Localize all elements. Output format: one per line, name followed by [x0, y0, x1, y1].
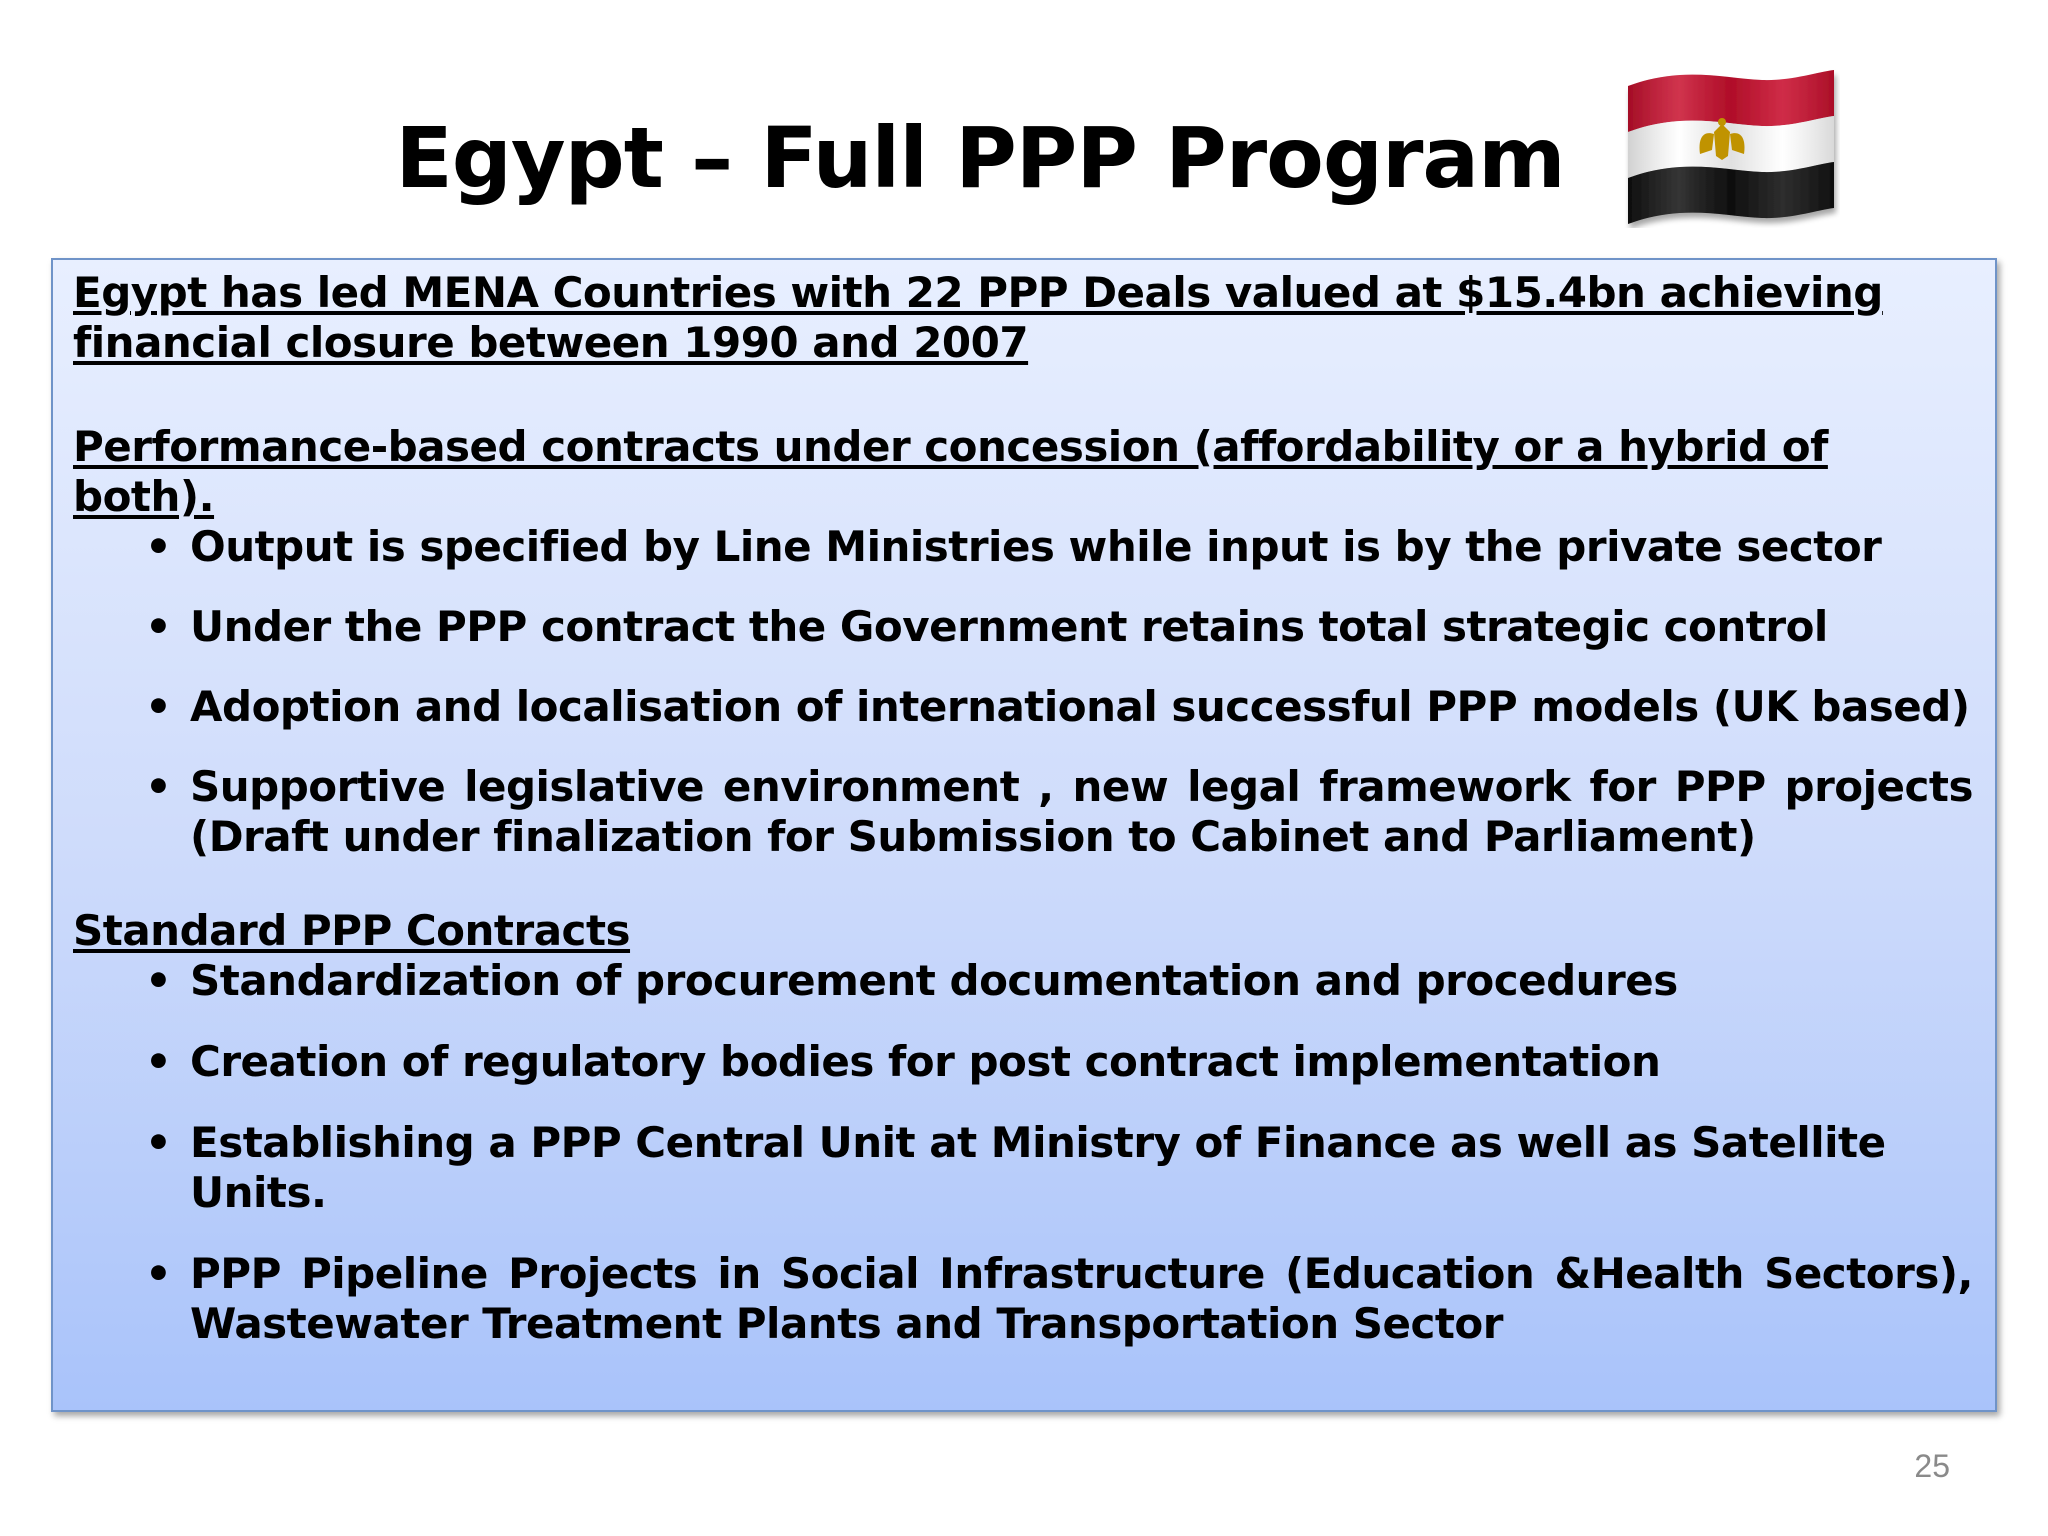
list-item-text: Output is specified by Line Ministries while input is by the private sector — [190, 522, 1882, 571]
bullet-icon: • — [145, 602, 172, 651]
bullet-icon: • — [145, 1118, 172, 1167]
list-item — [73, 956, 1973, 1006]
list-item-text: Creation of regulatory bodies for post contract implementation — [190, 1037, 1661, 1086]
bullet-icon: • — [145, 682, 172, 731]
list-item-text: PPP Pipeline Projects in Social Infrastructure (Education &Health Sectors), Wastewater Treatment Plants and Transportation Sector — [190, 1249, 1973, 1348]
standard-contracts-list — [73, 956, 1973, 1349]
page-number: 25 — [1914, 1448, 1950, 1484]
bullet-icon: • — [145, 762, 172, 811]
slide-title: Egypt – Full PPP Program — [395, 109, 1565, 207]
list-item — [73, 522, 1973, 572]
bullet-icon: • — [145, 1037, 172, 1086]
list-item-text: Standardization of procurement documentation and procedures — [190, 956, 1678, 1005]
list-item — [73, 602, 1973, 652]
list-item-text: Supportive legislative environment , new legal framework for PPP projects (Draft under finalization for Submission to Cabinet and Parliament) — [190, 762, 1973, 861]
list-item — [73, 1118, 1973, 1218]
bullet-icon: • — [145, 1249, 172, 1298]
content-box — [51, 258, 1997, 1412]
list-item — [73, 1037, 1973, 1087]
list-item — [73, 1249, 1973, 1349]
list-item-text: Establishing a PPP Central Unit at Ministry of Finance as well as Satellite Units. — [190, 1118, 1886, 1217]
bullet-icon: • — [145, 522, 172, 571]
section-heading-standard-contracts: Standard PPP Contracts — [73, 906, 631, 955]
list-item — [73, 682, 1973, 732]
egypt-flag-icon — [1622, 64, 1840, 228]
list-item-text: Adoption and localisation of international successful PPP models (UK based) — [190, 682, 1970, 731]
list-item-text: Under the PPP contract the Government retains total strategic control — [190, 602, 1828, 651]
section-heading-performance-contracts: Performance-based contracts under concession (affordability or a hybrid of both). — [73, 422, 1828, 521]
bullet-icon: • — [145, 956, 172, 1005]
intro-statement: Egypt has led MENA Countries with 22 PPP Deals valued at $15.4bn achieving financial closure between 1990 and 2007 — [73, 268, 1883, 367]
performance-contracts-list — [73, 522, 1973, 862]
list-item — [73, 762, 1973, 862]
